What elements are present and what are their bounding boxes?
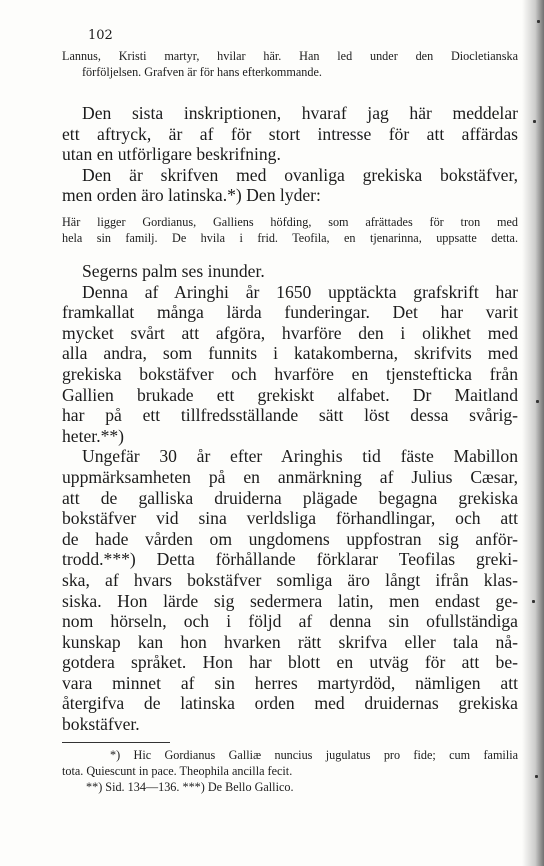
text-line: har på ett tillfredsställande sätt löst dessa svårig-	[62, 405, 518, 426]
text-line: alla andra, som funnits i katakomberna, skrifvits med	[62, 343, 518, 364]
scan-speck	[532, 600, 535, 603]
text-line: Denna af Aringhi år 1650 upptäckta grafskrift har	[82, 281, 518, 302]
text-line: grekiska bokstäfver och hvarföre en tjenstefticka från	[62, 363, 518, 384]
text-line: siska. Hon lärde sig sedermera latin, men endast ge-	[62, 590, 518, 611]
caption-translation	[62, 48, 518, 80]
inscription-line: hela sin familj. De hvila i frid. Teofila, en tjenarinna, uppsatte detta.	[62, 231, 518, 245]
caption-line: förföljelsen. Grafven är för hans efterkommande.	[82, 65, 322, 79]
page-edge-shadow	[522, 0, 544, 866]
text-line: Ungefär 30 år efter Aringhis tid fäste Mabillon	[82, 446, 518, 467]
footnote-divider	[62, 742, 170, 743]
caption-line: Lannus, Kristi martyr, hvilar här. Han led under den Diocletianska	[62, 49, 518, 63]
text-line: vara minnet af sin herres martyrdöd, nämligen att	[62, 672, 518, 693]
body-paragraph-1	[62, 103, 518, 206]
text-line: bokstäfver vid sina verldsliga förhandlingar, och att	[62, 508, 518, 529]
text-line: uppmärksamheten på en anmärkning af Julius Cæsar,	[62, 466, 518, 487]
footnotes	[62, 747, 518, 795]
text-line: mycket svårt att afgöra, hvarföre den i olikhet med	[62, 322, 518, 343]
footnote-line: tota. Quiescunt in pace. Theophila ancilla fecit.	[62, 764, 293, 778]
text-line: ska, af hvars bokstäfver somliga äro långt ifrån klas-	[62, 569, 518, 590]
text-line: men orden äro latinska.*) Den lyder:	[62, 185, 321, 206]
footnote-line: **) Sid. 134—136. ***) De Bello Gallico.	[86, 780, 294, 794]
text-line: framkallat många lärda funderingar. Det har varit	[62, 302, 518, 323]
text-line: bokstäfver.	[62, 714, 140, 735]
page-number: 102	[88, 28, 113, 43]
scan-speck	[536, 400, 539, 403]
text-line: trodd.***) Detta förhållande förklarar Teofilas greki-	[62, 549, 518, 570]
scan-speck	[535, 775, 538, 778]
footnote-line: *) Hic Gordianus Galliæ nuncius jugulatus pro fide; cum familia	[110, 748, 518, 762]
text-line: heter.**)	[62, 425, 125, 446]
text-line: Gallien brukade ett grekiskt alfabet. Dr Maitland	[62, 384, 518, 405]
text-line: Segerns palm ses inunder.	[82, 261, 265, 281]
text-line: Den är skrifven med ovanliga grekiska bokstäfver,	[82, 164, 518, 185]
scan-speck	[533, 120, 536, 123]
text-line: gotdera språket. Hon har blott en utväg för att be-	[62, 652, 518, 673]
text-line: nom hörseln, och i följd af denna sin ofullständiga	[62, 611, 518, 632]
text-line: ett aftryck, är af för stort intresse för att affärdas	[62, 123, 518, 144]
inscription-translation	[62, 214, 518, 246]
scan-speck	[537, 20, 540, 23]
text-line: utan en utförligare beskrifning.	[62, 144, 281, 165]
text-line: de hade vården om ungdomens uppfostran sig anför-	[62, 528, 518, 549]
body-paragraph-2	[62, 261, 518, 735]
text-line: Den sista inskriptionen, hvaraf jag här meddelar	[82, 103, 518, 123]
text-line: kunskap kan hon hvarken rätt skrifva eller tala nå-	[62, 631, 518, 652]
text-line: återgifva de latinska orden med druidernas grekiska	[62, 693, 518, 714]
inscription-line: Här ligger Gordianus, Galliens höfding, som afrättades för tron med	[62, 215, 518, 229]
text-line: att de galliska druiderna plägade begagna grekiska	[62, 487, 518, 508]
